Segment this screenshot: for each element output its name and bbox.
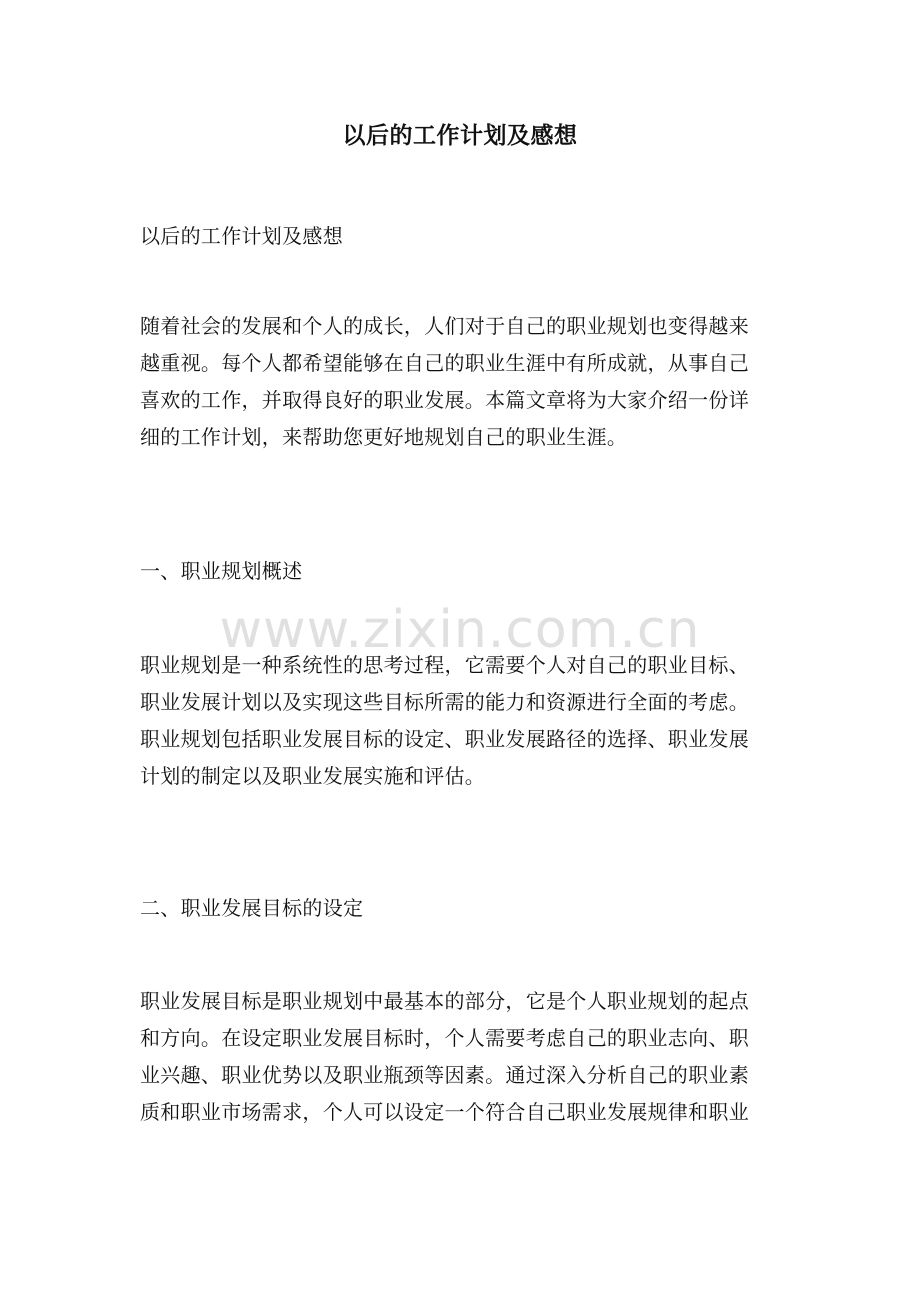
section1-line: 职业规划是一种系统性的思考过程，它需要个人对自己的职业目标、	[140, 653, 749, 677]
intro-paragraph	[140, 308, 790, 456]
section1-line: 计划的制定以及职业发展实施和评估。	[140, 764, 486, 788]
subtitle-paragraph	[140, 218, 790, 255]
section2-line: 和方向。在设定职业发展目标时，个人需要考虑自己的职业志向、职	[140, 1026, 749, 1050]
intro-line: 随着社会的发展和个人的成长，人们对于自己的职业规划也变得越来	[140, 314, 749, 338]
section2-paragraph	[140, 983, 790, 1131]
intro-line: 越重视。每个人都希望能够在自己的职业生涯中有所成就，从事自己	[140, 351, 749, 375]
section2-line: 质和职业市场需求，个人可以设定一个符合自己职业发展规律和职业	[140, 1100, 749, 1124]
section1-paragraph	[140, 647, 790, 795]
document-title: 以后的工作计划及感想	[342, 122, 578, 149]
section2-heading-block	[140, 890, 790, 927]
section2-heading: 二、职业发展目标的设定	[140, 896, 364, 920]
watermark: www.zixin.com.cn	[219, 600, 701, 660]
subtitle-text: 以后的工作计划及感想	[140, 224, 343, 248]
intro-line: 喜欢的工作，并取得良好的职业发展。本篇文章将为大家介绍一份详	[140, 388, 749, 412]
section1-line: 职业发展计划以及实现这些目标所需的能力和资源进行全面的考虑。	[140, 690, 749, 714]
intro-line: 细的工作计划，来帮助您更好地规划自己的职业生涯。	[140, 425, 628, 449]
section2-line: 业兴趣、职业优势以及职业瓶颈等因素。通过深入分析自己的职业素	[140, 1063, 749, 1087]
section2-line: 职业发展目标是职业规划中最基本的部分，它是个人职业规划的起点	[140, 989, 749, 1013]
section1-line: 职业规划包括职业发展目标的设定、职业发展路径的选择、职业发展	[140, 727, 749, 751]
section1-heading: 一、职业规划概述	[140, 559, 303, 583]
section1-heading-block	[140, 553, 790, 590]
